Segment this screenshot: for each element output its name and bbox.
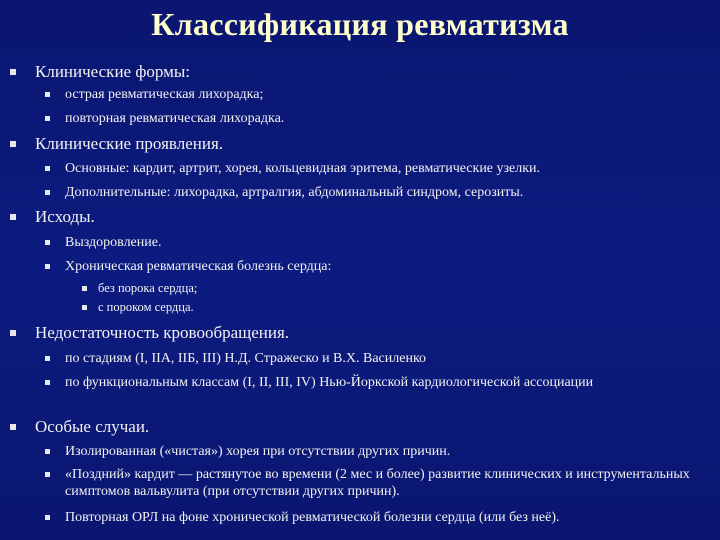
square-bullet-icon — [45, 240, 50, 245]
list-item: по функциональным классам (I, II, III, IV) Нью-Йоркской кардиологической ассоциации — [45, 374, 655, 391]
square-bullet-icon — [10, 141, 16, 147]
square-bullet-icon — [10, 424, 16, 430]
list-item: с пороком сердца. — [82, 300, 702, 315]
list-item: Изолированная («чистая») хорея при отсутствии других причин. — [45, 443, 705, 460]
square-bullet-icon — [45, 116, 50, 121]
square-bullet-icon — [45, 190, 50, 195]
square-bullet-icon — [10, 330, 16, 336]
list-item: Дополнительные: лихорадка, артралгия, абдоминальный синдром, серозиты. — [45, 184, 705, 201]
list-item: без порока сердца; — [82, 281, 702, 296]
list-item: Хроническая ревматическая болезнь сердца: — [45, 258, 705, 275]
list-item: «Поздний» кардит — растянутое во времени (2 мес и более) развитие клинических и инструментальных симптомов вальвулита (при отсутствии других причин). — [45, 466, 705, 500]
list-item: Недостаточность кровообращения. — [10, 323, 710, 343]
square-bullet-icon — [45, 515, 50, 520]
square-bullet-icon — [45, 449, 50, 454]
square-bullet-icon — [82, 305, 87, 310]
list-item: Клинические проявления. — [10, 134, 710, 154]
square-bullet-icon — [10, 214, 16, 220]
square-bullet-icon — [10, 69, 16, 75]
square-bullet-icon — [45, 472, 50, 477]
page-title: Классификация ревматизма — [151, 6, 569, 42]
square-bullet-icon — [82, 286, 87, 291]
list-item: Особые случаи. — [10, 417, 710, 437]
list-item: Клинические формы: — [10, 62, 710, 82]
list-item: по стадиям (I, IIA, IIБ, III) Н.Д. Стражеско и В.Х. Василенко — [45, 350, 705, 367]
square-bullet-icon — [45, 92, 50, 97]
square-bullet-icon — [45, 356, 50, 361]
square-bullet-icon — [45, 380, 50, 385]
list-item: повторная ревматическая лихорадка. — [45, 110, 705, 127]
list-item: Исходы. — [10, 207, 710, 227]
list-item: Выздоровление. — [45, 234, 705, 251]
square-bullet-icon — [45, 166, 50, 171]
list-item: острая ревматическая лихорадка; — [45, 86, 705, 103]
square-bullet-icon — [45, 264, 50, 269]
list-item: Повторная ОРЛ на фоне хронической ревматической болезни сердца (или без неё). — [45, 509, 710, 526]
list-item: Основные: кардит, артрит, хорея, кольцевидная эритема, ревматические узелки. — [45, 160, 705, 177]
